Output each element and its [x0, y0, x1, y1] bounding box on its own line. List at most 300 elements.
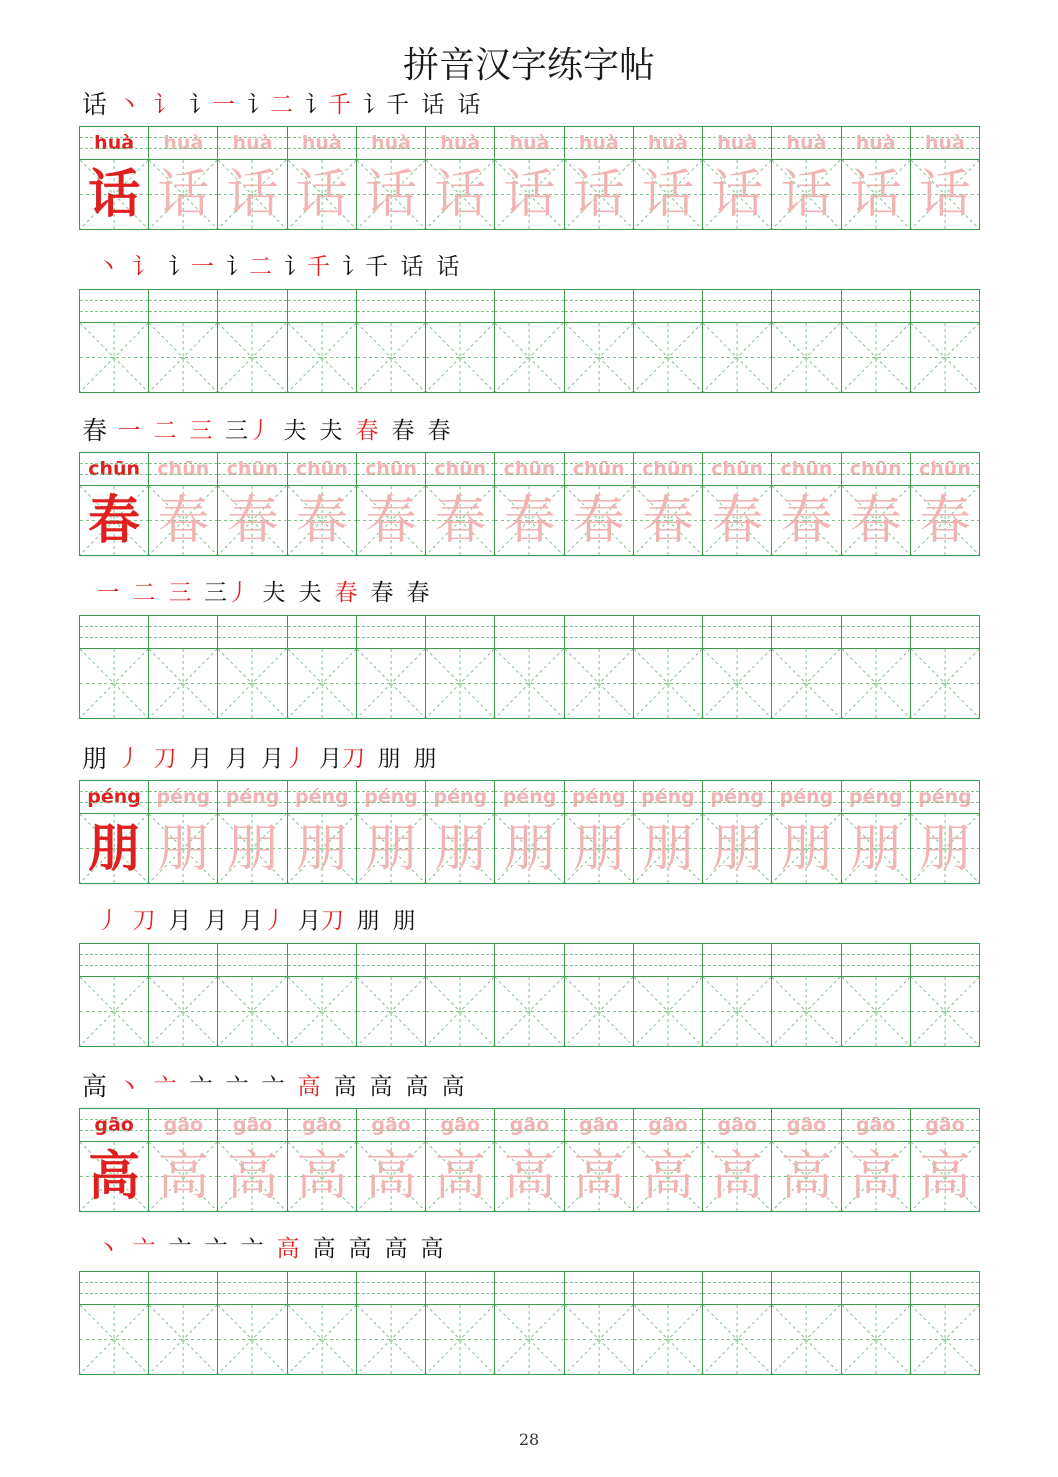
mizi-guide — [842, 649, 910, 718]
character-box — [288, 323, 356, 392]
stroke-step — [117, 744, 141, 774]
trace-cell[interactable] — [772, 781, 841, 883]
stroke-step-base: 三 — [225, 418, 249, 444]
stroke-step-new-stroke: 一 — [96, 580, 120, 606]
character-box — [149, 814, 217, 883]
trace-character: 高 — [226, 1147, 279, 1207]
stroke-step-base: 月 — [168, 908, 192, 934]
trace-character: 朋 — [295, 819, 348, 879]
stroke-step-new-stroke: 刀 — [132, 908, 156, 934]
empty-writing-cell[interactable] — [911, 616, 979, 718]
trace-character: 高 — [780, 1147, 833, 1207]
character-box — [565, 977, 633, 1046]
mizi-guide — [634, 649, 702, 718]
stroke-step-base: 春 — [427, 418, 451, 444]
trace-cell[interactable] — [842, 127, 911, 229]
trace-character: 高 — [503, 1147, 556, 1207]
stroke-order-row — [82, 740, 437, 774]
model-cell[interactable] — [80, 1109, 149, 1211]
mizi-guide — [911, 977, 979, 1046]
pinyin-guide-lines — [80, 290, 148, 323]
pinyin-guide-lines — [911, 1109, 979, 1142]
character-box — [911, 160, 979, 229]
character-box — [842, 486, 910, 555]
pinyin-trace: péng — [225, 786, 280, 808]
stroke-step — [319, 416, 343, 446]
empty-writing-cell[interactable] — [772, 1272, 841, 1374]
pinyin-guide-lines — [842, 127, 910, 160]
character-box — [634, 1142, 702, 1211]
pinyin-guide-lines — [634, 944, 702, 977]
pinyin-trace: gāo — [163, 1114, 204, 1136]
trace-cell[interactable] — [149, 1109, 218, 1211]
pinyin-trace: péng — [710, 786, 765, 808]
stroke-step-base: 三 — [204, 580, 227, 606]
stroke-step-base: 朋 — [413, 746, 437, 772]
trace-cell[interactable] — [565, 453, 634, 555]
character-box — [772, 814, 840, 883]
character-box — [495, 486, 563, 555]
empty-writing-cell[interactable] — [634, 1272, 703, 1374]
trace-cell[interactable] — [357, 453, 426, 555]
trace-cell[interactable] — [634, 127, 703, 229]
trace-cell[interactable] — [703, 781, 772, 883]
empty-writing-cell[interactable] — [911, 290, 979, 392]
trace-cell[interactable] — [218, 453, 287, 555]
pinyin-guide-lines — [288, 290, 356, 323]
stroke-step — [96, 1234, 120, 1264]
character-box — [218, 1142, 286, 1211]
pinyin-guide-lines — [565, 944, 633, 977]
character-box — [911, 1305, 979, 1374]
empty-writing-cell[interactable] — [565, 1272, 634, 1374]
pinyin-guide-lines — [357, 944, 425, 977]
pinyin-trace: chūn — [919, 458, 971, 480]
pinyin-trace: huà — [163, 132, 204, 154]
stroke-step — [168, 906, 192, 936]
stroke-step-base: 春 — [391, 418, 415, 444]
trace-cell[interactable] — [842, 453, 911, 555]
model-cell[interactable] — [80, 781, 149, 883]
character-box — [565, 160, 633, 229]
character-box — [703, 1305, 771, 1374]
pinyin-guide-lines — [911, 290, 979, 323]
blank-practice-grid — [79, 615, 980, 719]
pinyin-guide-lines — [288, 1109, 356, 1142]
trace-cell[interactable] — [565, 1109, 634, 1211]
empty-writing-cell[interactable] — [288, 1272, 357, 1374]
stroke-step-base: 亠 — [225, 1074, 249, 1100]
stroke-step-new-stroke: 丿 — [284, 746, 308, 772]
empty-writing-cell[interactable] — [703, 944, 772, 1046]
empty-writing-cell[interactable] — [565, 616, 634, 718]
character-box — [703, 160, 771, 229]
character-box — [565, 1305, 633, 1374]
character-box — [911, 1142, 979, 1211]
mizi-guide — [218, 323, 286, 392]
empty-writing-cell[interactable] — [288, 944, 357, 1046]
pinyin-trace: gāo — [440, 1114, 481, 1136]
character-box — [357, 649, 425, 718]
character-box — [911, 977, 979, 1046]
character-box — [357, 1305, 425, 1374]
stroke-step — [283, 416, 307, 446]
empty-writing-cell[interactable] — [703, 616, 772, 718]
stroke-step-base: 夫 — [262, 580, 286, 606]
trace-cell[interactable] — [842, 1109, 911, 1211]
pinyin-guide-lines — [357, 781, 425, 814]
stroke-step — [262, 578, 286, 608]
character-box — [357, 977, 425, 1046]
stroke-step — [240, 906, 286, 936]
stroke-step — [333, 1072, 357, 1102]
character-box — [911, 814, 979, 883]
pinyin-guide-lines — [426, 1272, 494, 1305]
empty-writing-cell[interactable] — [357, 1272, 426, 1374]
empty-writing-cell[interactable] — [842, 944, 911, 1046]
trace-character: 朋 — [711, 819, 764, 879]
character-box — [357, 323, 425, 392]
stroke-step-base: 亠 — [261, 1074, 285, 1100]
empty-writing-cell[interactable] — [218, 1272, 287, 1374]
trace-character: 话 — [641, 165, 694, 225]
character-box — [426, 814, 494, 883]
pinyin-trace: huà — [301, 132, 342, 154]
stroke-step — [153, 416, 177, 446]
mizi-guide — [80, 1305, 148, 1374]
trace-cell[interactable] — [218, 127, 287, 229]
pinyin-trace: huà — [232, 132, 273, 154]
stroke-step — [392, 906, 416, 936]
mizi-guide — [149, 1305, 217, 1374]
pinyin-guide-lines — [842, 453, 910, 486]
pinyin-guide-lines — [495, 1109, 563, 1142]
character-box — [288, 486, 356, 555]
character-box — [495, 814, 563, 883]
pinyin-guide-lines — [565, 1109, 633, 1142]
trace-character: 话 — [365, 165, 418, 225]
stroke-step — [420, 1234, 444, 1264]
trace-cell[interactable] — [703, 453, 772, 555]
stroke-step-base: 高 — [441, 1074, 465, 1100]
character-box — [565, 649, 633, 718]
stroke-step-base: 讠 — [247, 92, 271, 118]
stroke-step-base: 月 — [225, 746, 249, 772]
model-character: 朋 — [88, 818, 141, 879]
empty-writing-cell[interactable] — [565, 290, 634, 392]
character-box — [842, 649, 910, 718]
pinyin-guide-lines — [288, 1272, 356, 1305]
pinyin-guide-lines — [842, 1109, 910, 1142]
character-box — [565, 323, 633, 392]
mizi-guide — [426, 977, 494, 1046]
stroke-step — [132, 1234, 156, 1264]
stroke-step-new-stroke: 亠 — [153, 1074, 177, 1100]
stroke-step-new-stroke: 一 — [212, 92, 236, 118]
mizi-guide — [218, 977, 286, 1046]
pinyin-guide-lines — [218, 290, 286, 323]
character-box — [703, 649, 771, 718]
character-box — [842, 323, 910, 392]
empty-writing-cell[interactable] — [495, 944, 564, 1046]
empty-writing-cell[interactable] — [426, 1272, 495, 1374]
trace-cell[interactable] — [911, 453, 979, 555]
trace-cell[interactable] — [772, 1109, 841, 1211]
mizi-guide — [634, 1305, 702, 1374]
trace-cell[interactable] — [634, 781, 703, 883]
pinyin-trace: huà — [786, 132, 827, 154]
stroke-step-new-stroke: 三 — [189, 418, 213, 444]
stroke-step-new-stroke: 亠 — [132, 1236, 156, 1262]
pinyin-guide-lines — [772, 290, 840, 323]
pinyin-guide-lines — [495, 1272, 563, 1305]
pinyin-trace: péng — [295, 786, 349, 808]
trace-cell[interactable] — [634, 453, 703, 555]
model-character: 春 — [88, 490, 141, 551]
mizi-guide — [149, 649, 217, 718]
stroke-step — [132, 252, 156, 282]
trace-cell[interactable] — [634, 1109, 703, 1211]
trace-cell[interactable] — [772, 453, 841, 555]
trace-cell[interactable] — [426, 1109, 495, 1211]
trace-cell[interactable] — [911, 127, 979, 229]
trace-character: 春 — [157, 491, 210, 551]
stroke-step — [384, 1234, 408, 1264]
pinyin-guide-lines — [288, 127, 356, 160]
empty-writing-cell[interactable] — [80, 1272, 149, 1374]
empty-writing-cell[interactable] — [772, 290, 841, 392]
pinyin-guide-lines — [772, 453, 840, 486]
empty-writing-cell[interactable] — [149, 616, 218, 718]
stroke-step — [441, 1072, 465, 1102]
character-box — [772, 1142, 840, 1211]
trace-character: 话 — [918, 165, 971, 225]
pinyin-guide-lines — [634, 453, 702, 486]
model-cell[interactable] — [80, 127, 149, 229]
empty-writing-cell[interactable] — [911, 944, 979, 1046]
trace-cell[interactable] — [149, 781, 218, 883]
trace-cell[interactable] — [565, 781, 634, 883]
pinyin-guide-lines — [218, 1109, 286, 1142]
trace-character: 话 — [572, 165, 625, 225]
empty-writing-cell[interactable] — [357, 290, 426, 392]
model-cell[interactable] — [80, 453, 149, 555]
trace-cell[interactable] — [495, 127, 564, 229]
empty-writing-cell[interactable] — [911, 1272, 979, 1374]
trace-character: 朋 — [849, 819, 902, 879]
empty-writing-cell[interactable] — [634, 944, 703, 1046]
character-box — [634, 160, 702, 229]
stroke-step-base: 亠 — [189, 1074, 213, 1100]
mizi-guide — [772, 977, 840, 1046]
trace-character: 春 — [572, 491, 625, 551]
empty-writing-cell[interactable] — [288, 290, 357, 392]
mizi-guide — [842, 323, 910, 392]
trace-cell[interactable] — [565, 127, 634, 229]
mizi-guide — [634, 977, 702, 1046]
pinyin-guide-lines — [80, 1109, 148, 1142]
trace-cell[interactable] — [426, 127, 495, 229]
trace-cell[interactable] — [288, 453, 357, 555]
empty-writing-cell[interactable] — [357, 616, 426, 718]
empty-writing-cell[interactable] — [149, 1272, 218, 1374]
trace-cell[interactable] — [911, 781, 979, 883]
pinyin-guide-lines — [495, 781, 563, 814]
character-box — [80, 814, 148, 883]
stroke-step-base: 高 — [384, 1236, 408, 1262]
empty-writing-cell[interactable] — [80, 616, 149, 718]
mizi-guide — [565, 649, 633, 718]
character-box — [565, 814, 633, 883]
trace-cell[interactable] — [426, 781, 495, 883]
trace-cell[interactable] — [149, 127, 218, 229]
character-box — [80, 323, 148, 392]
empty-writing-cell[interactable] — [634, 616, 703, 718]
character-box — [703, 814, 771, 883]
pinyin-trace: péng — [502, 786, 557, 808]
character-box — [218, 323, 286, 392]
pinyin-trace: péng — [918, 786, 972, 808]
empty-writing-cell[interactable] — [842, 616, 911, 718]
trace-cell[interactable] — [288, 1109, 357, 1211]
empty-writing-cell[interactable] — [634, 290, 703, 392]
empty-writing-cell[interactable] — [218, 290, 287, 392]
empty-writing-cell[interactable] — [357, 944, 426, 1046]
pinyin-trace: péng — [156, 786, 211, 808]
trace-character: 朋 — [503, 819, 556, 879]
pinyin-label: huà — [94, 132, 135, 154]
pinyin-guide-lines — [703, 1109, 771, 1142]
mizi-guide — [565, 323, 633, 392]
trace-cell[interactable] — [149, 453, 218, 555]
pinyin-trace: chūn — [226, 458, 279, 480]
trace-character: 高 — [295, 1147, 348, 1207]
trace-cell[interactable] — [357, 127, 426, 229]
trace-cell[interactable] — [426, 453, 495, 555]
trace-cell[interactable] — [911, 1109, 979, 1211]
stroke-step-base: 夫 — [298, 580, 322, 606]
empty-writing-cell[interactable] — [842, 1272, 911, 1374]
pinyin-guide-lines — [703, 127, 771, 160]
pinyin-guide-lines — [288, 944, 356, 977]
empty-writing-cell[interactable] — [703, 290, 772, 392]
empty-writing-cell[interactable] — [426, 290, 495, 392]
stroke-step-base: 讠 — [168, 254, 191, 280]
trace-cell[interactable] — [495, 1109, 564, 1211]
stroke-steps — [96, 252, 460, 282]
empty-writing-cell[interactable] — [149, 944, 218, 1046]
trace-cell[interactable] — [218, 1109, 287, 1211]
empty-writing-cell[interactable] — [426, 944, 495, 1046]
pinyin-trace: chūn — [780, 458, 833, 480]
mizi-guide — [703, 977, 771, 1046]
trace-character: 朋 — [226, 819, 279, 879]
empty-writing-cell[interactable] — [80, 290, 149, 392]
pinyin-guide-lines — [703, 290, 771, 323]
pinyin-guide-lines — [218, 781, 286, 814]
stroke-step — [356, 906, 380, 936]
empty-writing-cell[interactable] — [495, 616, 564, 718]
pinyin-guide-lines — [218, 944, 286, 977]
pinyin-guide-lines — [703, 616, 771, 649]
mizi-guide — [149, 977, 217, 1046]
stroke-step-base: 月 — [261, 746, 285, 772]
pinyin-guide-lines — [288, 616, 356, 649]
empty-writing-cell[interactable] — [80, 944, 149, 1046]
trace-cell[interactable] — [703, 1109, 772, 1211]
pinyin-guide-lines — [772, 1109, 840, 1142]
stroke-step — [334, 578, 358, 608]
stroke-step — [204, 906, 228, 936]
trace-cell[interactable] — [357, 1109, 426, 1211]
mizi-guide — [80, 649, 148, 718]
character-box — [288, 1305, 356, 1374]
character-box — [772, 486, 840, 555]
character-box — [426, 486, 494, 555]
trace-cell[interactable] — [288, 127, 357, 229]
stroke-step-new-stroke: 二 — [153, 418, 177, 444]
stroke-step-base: 讠千 — [342, 254, 388, 280]
pinyin-trace: péng — [848, 786, 903, 808]
pinyin-guide-lines — [495, 290, 563, 323]
empty-writing-cell[interactable] — [218, 944, 287, 1046]
trace-cell[interactable] — [218, 781, 287, 883]
empty-writing-cell[interactable] — [149, 290, 218, 392]
trace-cell[interactable] — [772, 127, 841, 229]
empty-writing-cell[interactable] — [772, 944, 841, 1046]
stroke-step-base: 月 — [240, 908, 263, 934]
pinyin-guide-lines — [149, 616, 217, 649]
pinyin-trace: huà — [509, 132, 550, 154]
empty-writing-cell[interactable] — [842, 290, 911, 392]
stroke-step-new-stroke: 一 — [191, 254, 214, 280]
stroke-step — [240, 1234, 264, 1264]
empty-writing-cell[interactable] — [772, 616, 841, 718]
trace-character: 春 — [918, 491, 971, 551]
trace-cell[interactable] — [703, 127, 772, 229]
stroke-step — [369, 1072, 393, 1102]
empty-writing-cell[interactable] — [565, 944, 634, 1046]
trace-cell[interactable] — [357, 781, 426, 883]
stroke-step — [400, 252, 424, 282]
mizi-guide — [357, 323, 425, 392]
pinyin-trace: gāo — [371, 1114, 411, 1136]
trace-cell[interactable] — [495, 781, 564, 883]
trace-cell[interactable] — [842, 781, 911, 883]
stroke-step-base: 高 — [312, 1236, 336, 1262]
pinyin-trace: chūn — [572, 458, 625, 480]
pinyin-trace: huà — [648, 132, 688, 154]
trace-character: 朋 — [572, 819, 625, 879]
stroke-step-new-stroke: 讠 — [153, 92, 177, 118]
empty-writing-cell[interactable] — [426, 616, 495, 718]
stroke-step — [436, 252, 460, 282]
pinyin-trace: gāo — [232, 1114, 273, 1136]
stroke-step-new-stroke: 二 — [270, 92, 294, 118]
character-box — [426, 649, 494, 718]
empty-writing-cell[interactable] — [495, 290, 564, 392]
stroke-step-new-stroke: 一 — [117, 418, 141, 444]
character-box — [149, 977, 217, 1046]
empty-writing-cell[interactable] — [495, 1272, 564, 1374]
trace-cell[interactable] — [495, 453, 564, 555]
stroke-step-new-stroke: 高 — [276, 1236, 300, 1262]
character-box — [149, 1142, 217, 1211]
empty-writing-cell[interactable] — [218, 616, 287, 718]
empty-writing-cell[interactable] — [703, 1272, 772, 1374]
empty-writing-cell[interactable] — [288, 616, 357, 718]
trace-cell[interactable] — [288, 781, 357, 883]
